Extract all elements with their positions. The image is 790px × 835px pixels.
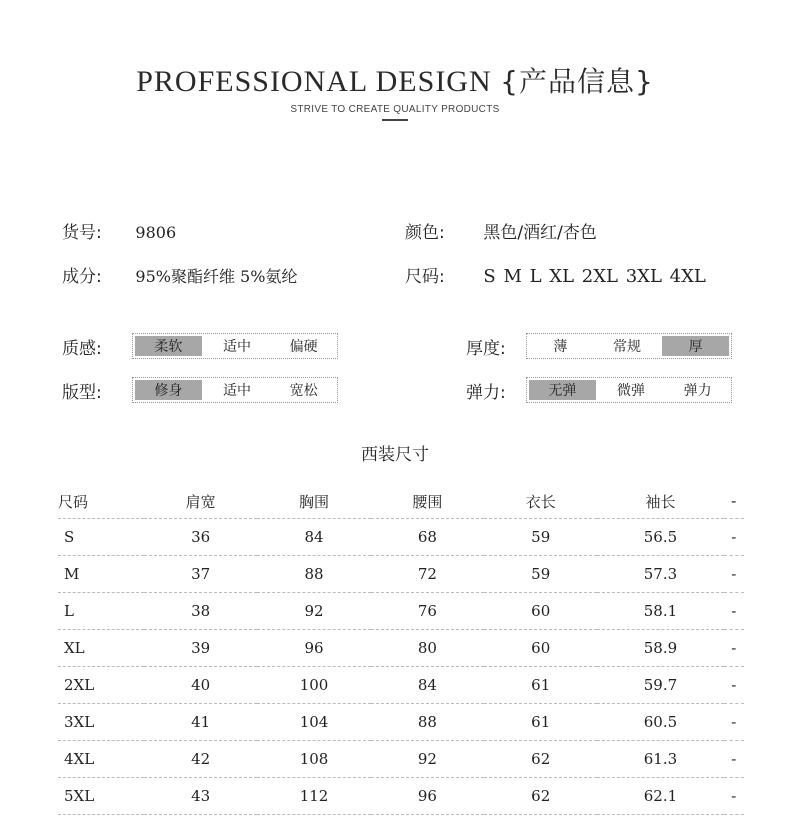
size-value: S M L XL 2XL 3XL 4XL: [483, 266, 706, 287]
material-row: [62, 262, 297, 287]
table-cell: 84: [371, 667, 484, 704]
table-cell: 36: [144, 519, 257, 556]
fit-option: 修身: [135, 380, 202, 400]
table-cell: -: [724, 704, 744, 741]
table-cell: 38: [144, 593, 257, 630]
thickness-option: 厚: [662, 336, 729, 356]
table-cell: 62.1: [597, 778, 723, 815]
material-label: 成分:: [62, 267, 102, 287]
table-cell: 59.7: [597, 667, 723, 704]
table-cell: -: [724, 593, 744, 630]
table-cell: 40: [144, 667, 257, 704]
table-row: [58, 519, 744, 556]
table-cell: 56.5: [597, 519, 723, 556]
item-number-label: 货号:: [62, 223, 102, 243]
column-header: 腰围: [371, 484, 484, 519]
table-cell: 58.1: [597, 593, 723, 630]
table-cell: 96: [257, 630, 370, 667]
table-header-row: [58, 484, 744, 519]
table-cell: 76: [371, 593, 484, 630]
table-cell: -: [724, 519, 744, 556]
table-cell: 112: [257, 778, 370, 815]
texture-option: 偏硬: [289, 339, 318, 355]
size-table: [58, 484, 744, 815]
elasticity-option: 无弹: [529, 380, 596, 400]
color-row: [405, 218, 597, 243]
table-cell: 58.9: [597, 630, 723, 667]
table-cell: 3XL: [58, 704, 144, 741]
table-cell: 60: [484, 630, 597, 667]
page-title: [0, 60, 790, 100]
column-header: 衣长: [484, 484, 597, 519]
header: [0, 60, 790, 121]
thickness-label: 厚度:: [466, 338, 506, 359]
table-cell: M: [58, 556, 144, 593]
table-cell: 60: [484, 593, 597, 630]
table-cell: 42: [144, 741, 257, 778]
column-header: 胸围: [257, 484, 370, 519]
column-header: 袖长: [597, 484, 723, 519]
color-label: 颜色:: [405, 223, 445, 243]
elasticity-option: 微弹: [617, 383, 645, 399]
table-row: [58, 667, 744, 704]
title-en: PROFESSIONAL DESIGN: [136, 65, 492, 98]
table-cell: XL: [58, 630, 144, 667]
table-cell: -: [724, 741, 744, 778]
table-cell: 4XL: [58, 741, 144, 778]
table-cell: L: [58, 593, 144, 630]
thickness-option: 薄: [553, 339, 568, 355]
table-cell: 92: [371, 741, 484, 778]
table-row: [58, 593, 744, 630]
table-cell: 60.5: [597, 704, 723, 741]
table-cell: 41: [144, 704, 257, 741]
table-cell: 62: [484, 741, 597, 778]
table-cell: 92: [257, 593, 370, 630]
table-cell: 62: [484, 778, 597, 815]
table-cell: 2XL: [58, 667, 144, 704]
table-row: [58, 556, 744, 593]
table-cell: -: [724, 556, 744, 593]
table-cell: 100: [257, 667, 370, 704]
texture-label: 质感:: [62, 338, 102, 359]
elasticity-attribute: [466, 377, 732, 403]
material-value: 95%聚酯纤维 5%氨纶: [135, 267, 298, 286]
fit-option: 适中: [223, 383, 251, 399]
table-cell: 80: [371, 630, 484, 667]
item-number-value: 9806: [135, 223, 177, 242]
item-number-row: [62, 218, 176, 243]
table-cell: 104: [257, 704, 370, 741]
table-cell: 37: [144, 556, 257, 593]
table-cell: S: [58, 519, 144, 556]
table-cell: 61: [484, 704, 597, 741]
table-row: [58, 741, 744, 778]
texture-attribute: [62, 333, 338, 359]
table-cell: -: [724, 667, 744, 704]
size-label: 尺码:: [405, 267, 445, 287]
size-table-title: 西装尺寸: [361, 445, 429, 465]
fit-option: 宽松: [289, 383, 318, 399]
color-value: 黑色/酒红/杏色: [483, 223, 597, 243]
thickness-attribute: [466, 333, 732, 359]
table-row: [58, 630, 744, 667]
elasticity-option: 弹力: [683, 383, 712, 399]
table-cell: 59: [484, 556, 597, 593]
texture-option: 柔软: [135, 336, 202, 356]
table-cell: 96: [371, 778, 484, 815]
column-header: 尺码: [58, 484, 144, 519]
thickness-scale: [526, 333, 732, 359]
fit-scale: [132, 377, 338, 403]
table-cell: 88: [257, 556, 370, 593]
column-header: -: [724, 484, 744, 519]
texture-scale: [132, 333, 338, 359]
size-row: [405, 262, 706, 287]
table-cell: 68: [371, 519, 484, 556]
table-row: [58, 778, 744, 815]
elasticity-label: 弹力:: [466, 382, 506, 403]
thickness-option: 常规: [613, 339, 641, 355]
table-cell: 88: [371, 704, 484, 741]
table-cell: 5XL: [58, 778, 144, 815]
table-cell: 59: [484, 519, 597, 556]
table-cell: 61: [484, 667, 597, 704]
fit-attribute: [62, 377, 338, 403]
column-header: 肩宽: [144, 484, 257, 519]
table-cell: 108: [257, 741, 370, 778]
table-cell: -: [724, 630, 744, 667]
title-divider: [382, 119, 408, 121]
table-cell: 72: [371, 556, 484, 593]
table-cell: 57.3: [597, 556, 723, 593]
page-subtitle: STRIVE TO CREATE QUALITY PRODUCTS: [290, 104, 500, 115]
table-cell: -: [724, 778, 744, 815]
table-cell: 39: [144, 630, 257, 667]
table-row: [58, 704, 744, 741]
table-cell: 84: [257, 519, 370, 556]
elasticity-scale: [526, 377, 732, 403]
texture-option: 适中: [223, 339, 251, 355]
fit-label: 版型:: [62, 382, 102, 403]
table-cell: 43: [144, 778, 257, 815]
title-cn: {产品信息}: [500, 65, 654, 98]
table-cell: 61.3: [597, 741, 723, 778]
